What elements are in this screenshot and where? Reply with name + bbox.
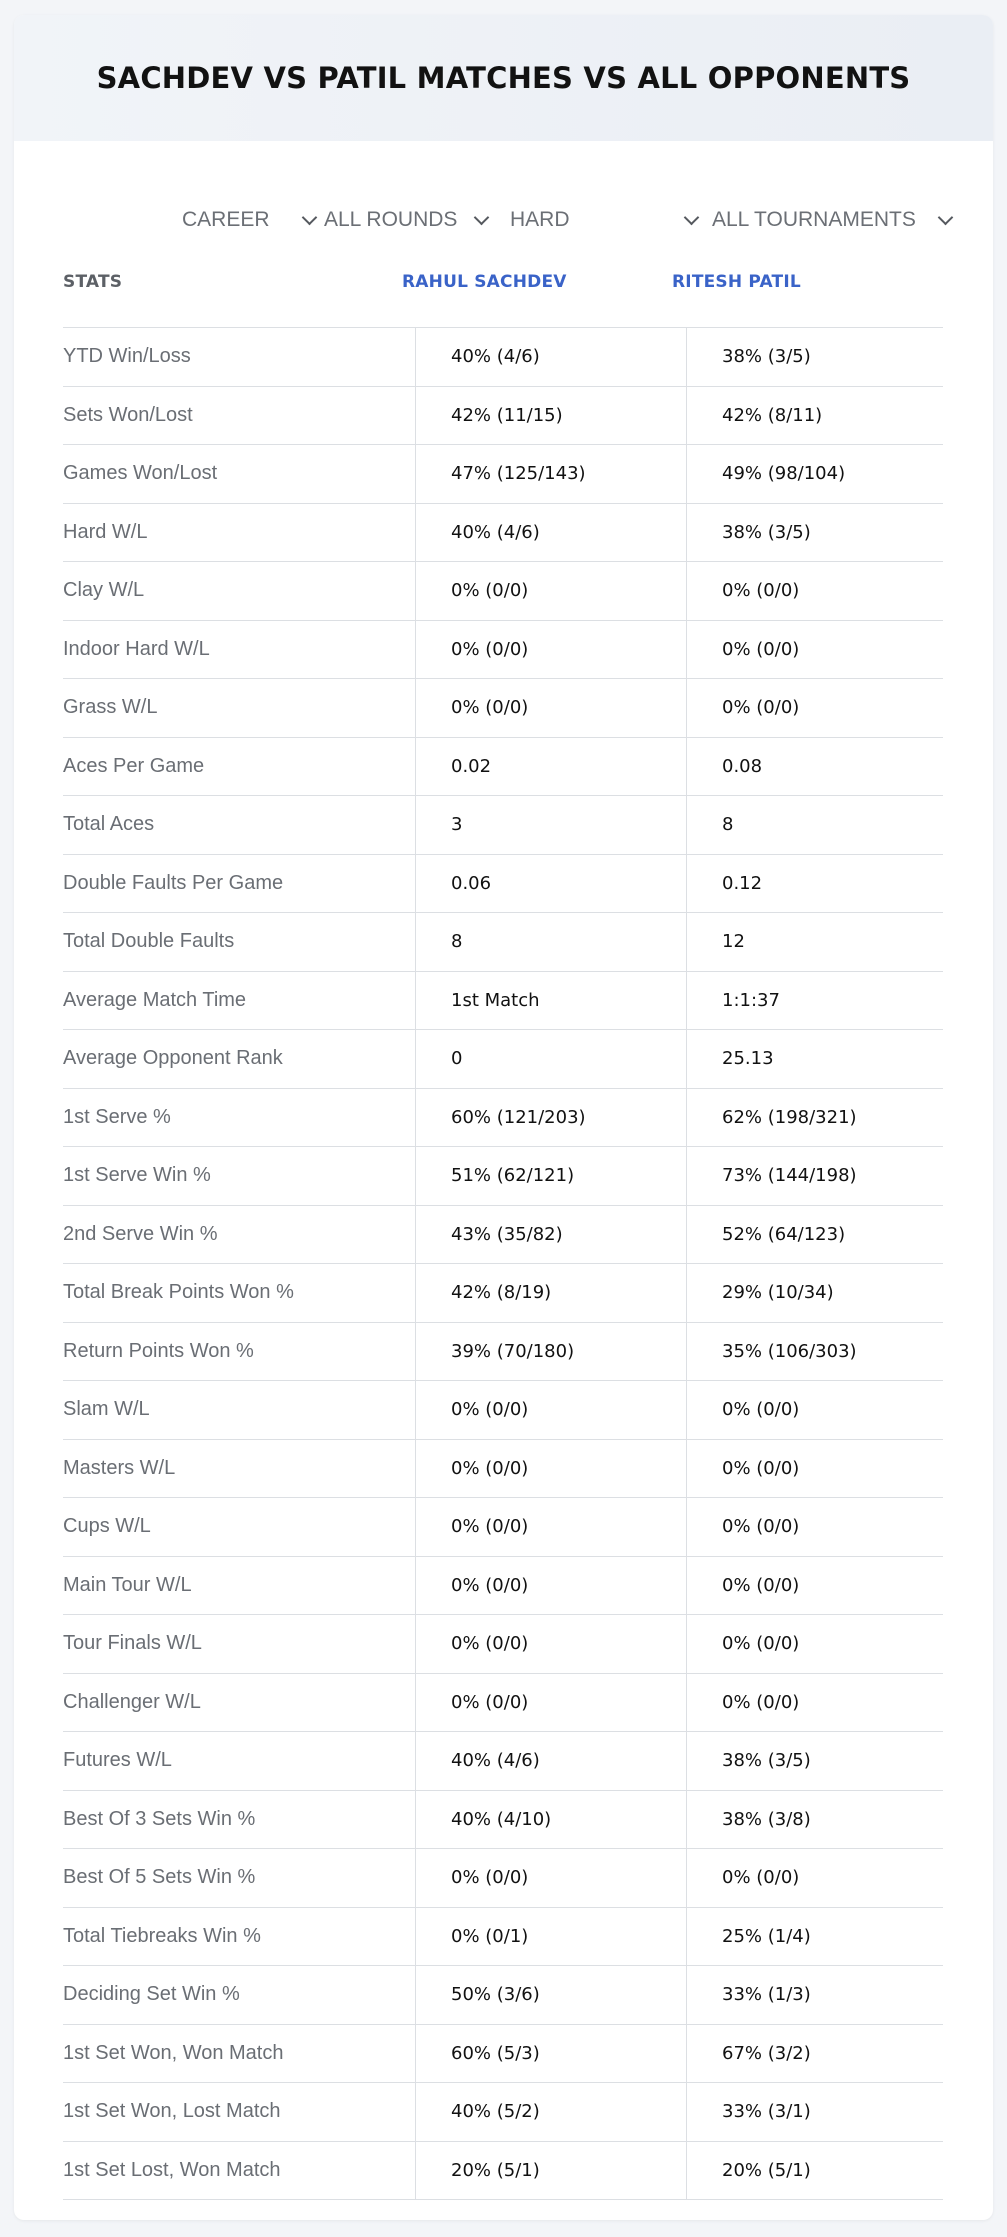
stat-label: Total Aces bbox=[63, 813, 155, 836]
table-row bbox=[63, 1264, 943, 1323]
table-row bbox=[63, 328, 943, 387]
player2-stat-value: 0% (0/0) bbox=[722, 1399, 800, 1421]
player2-stat-value: 25.13 bbox=[722, 1048, 774, 1070]
stat-label: Masters W/L bbox=[63, 1456, 176, 1479]
table-row bbox=[63, 1791, 943, 1850]
player1-stat-value: 50% (3/6) bbox=[451, 1984, 540, 2006]
chevron-down-icon bbox=[302, 210, 318, 226]
player2-stat-value: 0% (0/0) bbox=[722, 1633, 800, 1655]
period-filter-value: CAREER bbox=[182, 208, 270, 231]
player2-stat-value: 0% (0/0) bbox=[722, 1457, 800, 1479]
column-divider bbox=[415, 327, 416, 2199]
table-row bbox=[63, 913, 943, 972]
player1-stat-value: 60% (121/203) bbox=[451, 1106, 586, 1128]
player2-stat-value: 42% (8/11) bbox=[722, 404, 823, 426]
player1-stat-value: 0% (0/0) bbox=[451, 1457, 529, 1479]
player1-stat-value: 0% (0/0) bbox=[451, 638, 529, 660]
table-row bbox=[63, 1147, 943, 1206]
tournament-filter-value: ALL TOURNAMENTS bbox=[712, 208, 916, 231]
player2-stat-value: 0.08 bbox=[722, 755, 763, 777]
player2-stat-value: 33% (1/3) bbox=[722, 1984, 811, 2006]
filter-bar bbox=[14, 190, 993, 250]
stat-label: 1st Set Won, Won Match bbox=[63, 2041, 284, 2064]
stat-label: Sets Won/Lost bbox=[63, 403, 193, 426]
table-row bbox=[63, 2025, 943, 2084]
player2-stat-value: 52% (64/123) bbox=[722, 1223, 846, 1245]
stat-label: Return Points Won % bbox=[63, 1339, 254, 1362]
player1-stat-value: 0% (0/0) bbox=[451, 1691, 529, 1713]
player2-stat-value: 20% (5/1) bbox=[722, 2159, 811, 2181]
round-filter[interactable] bbox=[324, 190, 457, 250]
table-row bbox=[63, 1440, 943, 1499]
stat-label: 2nd Serve Win % bbox=[63, 1222, 218, 1245]
player1-stat-value: 0% (0/0) bbox=[451, 580, 529, 602]
player1-stat-value: 40% (4/10) bbox=[451, 1808, 552, 1830]
stat-label: Challenger W/L bbox=[63, 1690, 201, 1713]
period-filter[interactable] bbox=[182, 190, 270, 250]
table-row bbox=[63, 1674, 943, 1733]
stat-label: Deciding Set Win % bbox=[63, 1983, 240, 2006]
player1-stat-value: 20% (5/1) bbox=[451, 2159, 540, 2181]
stat-label: Average Match Time bbox=[63, 988, 247, 1011]
table-row bbox=[63, 1849, 943, 1908]
player2-stat-value: 1:1:37 bbox=[722, 989, 780, 1011]
chevron-down-icon bbox=[938, 210, 954, 226]
table-row bbox=[63, 1615, 943, 1674]
stat-label: Tour Finals W/L bbox=[63, 1632, 202, 1655]
card-header bbox=[14, 15, 993, 141]
stat-label: Futures W/L bbox=[63, 1749, 172, 1772]
table-row bbox=[63, 1908, 943, 1967]
stat-label: Games Won/Lost bbox=[63, 462, 218, 485]
table-row bbox=[63, 1323, 943, 1382]
stat-label: Cups W/L bbox=[63, 1515, 151, 1538]
chevron-down-icon bbox=[474, 210, 490, 226]
player2-stat-value: 0% (0/0) bbox=[722, 638, 800, 660]
stat-label: Indoor Hard W/L bbox=[63, 637, 210, 660]
player2-stat-value: 0% (0/0) bbox=[722, 1516, 800, 1538]
player1-stat-value: 3 bbox=[451, 814, 463, 836]
stat-label: Double Faults Per Game bbox=[63, 871, 284, 894]
stat-label: Average Opponent Rank bbox=[63, 1047, 283, 1070]
player1-stat-value: 0.02 bbox=[451, 755, 492, 777]
column-divider bbox=[686, 327, 687, 2199]
table-row bbox=[63, 1089, 943, 1148]
player1-stat-value: 8 bbox=[451, 931, 463, 953]
player2-stat-value: 0% (0/0) bbox=[722, 1574, 800, 1596]
player1-stat-value: 40% (4/6) bbox=[451, 521, 540, 543]
table-header bbox=[63, 250, 943, 328]
player2-stat-value: 29% (10/34) bbox=[722, 1282, 834, 1304]
player1-stat-value: 43% (35/82) bbox=[451, 1223, 563, 1245]
stat-label: Main Tour W/L bbox=[63, 1573, 192, 1596]
player1-stat-value: 0% (0/0) bbox=[451, 1633, 529, 1655]
table-row bbox=[63, 621, 943, 680]
table-row bbox=[63, 796, 943, 855]
player2-stat-value: 73% (144/198) bbox=[722, 1165, 857, 1187]
player1-stat-value: 0.06 bbox=[451, 872, 492, 894]
chevron-down-icon bbox=[684, 210, 700, 226]
player2-stat-value: 0.12 bbox=[722, 872, 763, 894]
player2-stat-value: 35% (106/303) bbox=[722, 1340, 857, 1362]
stat-label: Slam W/L bbox=[63, 1398, 150, 1421]
stat-label: Hard W/L bbox=[63, 520, 148, 543]
table-row bbox=[63, 2083, 943, 2142]
stat-label: Total Break Points Won % bbox=[63, 1281, 294, 1304]
stat-label: Total Tiebreaks Win % bbox=[63, 1924, 261, 1947]
table-row bbox=[63, 1381, 943, 1440]
player1-stat-value: 60% (5/3) bbox=[451, 2042, 540, 2064]
player2-link[interactable]: RITESH PATIL bbox=[672, 272, 801, 292]
player1-stat-value: 42% (11/15) bbox=[451, 404, 563, 426]
player2-stat-value: 38% (3/5) bbox=[722, 346, 811, 368]
stat-label: 1st Serve Win % bbox=[63, 1164, 211, 1187]
surface-filter-value: HARD bbox=[510, 208, 570, 231]
stat-label: Clay W/L bbox=[63, 579, 145, 602]
player2-stat-value: 67% (3/2) bbox=[722, 2042, 811, 2064]
player1-stat-value: 42% (8/19) bbox=[451, 1282, 552, 1304]
player2-stat-value: 62% (198/321) bbox=[722, 1106, 857, 1128]
table-row bbox=[63, 445, 943, 504]
table-row bbox=[63, 387, 943, 446]
stats-column-header: STATS bbox=[63, 272, 123, 292]
player1-stat-value: 40% (4/6) bbox=[451, 1750, 540, 1772]
player2-stat-value: 25% (1/4) bbox=[722, 1925, 811, 1947]
surface-filter[interactable] bbox=[510, 190, 570, 250]
table-row bbox=[63, 504, 943, 563]
table-row bbox=[63, 1030, 943, 1089]
player1-link[interactable]: RAHUL SACHDEV bbox=[402, 272, 567, 292]
table-row bbox=[63, 2142, 943, 2201]
table-row bbox=[63, 738, 943, 797]
player1-stat-value: 40% (5/2) bbox=[451, 2101, 540, 2123]
player1-stat-value: 0% (0/0) bbox=[451, 697, 529, 719]
table-row bbox=[63, 1206, 943, 1265]
player2-stat-value: 12 bbox=[722, 931, 745, 953]
stat-label: Best Of 5 Sets Win % bbox=[63, 1866, 256, 1889]
stats-table bbox=[63, 250, 943, 2200]
stat-label: YTD Win/Loss bbox=[63, 345, 191, 368]
player1-stat-value: 40% (4/6) bbox=[451, 346, 540, 368]
player1-stat-value: 47% (125/143) bbox=[451, 463, 586, 485]
player2-stat-value: 0% (0/0) bbox=[722, 580, 800, 602]
player1-stat-value: 0% (0/0) bbox=[451, 1399, 529, 1421]
stat-label: 1st Serve % bbox=[63, 1105, 171, 1128]
player2-stat-value: 0% (0/0) bbox=[722, 1691, 800, 1713]
stat-label: Best Of 3 Sets Win % bbox=[63, 1807, 256, 1830]
player1-stat-value: 39% (70/180) bbox=[451, 1340, 575, 1362]
stat-label: 1st Set Won, Lost Match bbox=[63, 2100, 281, 2123]
player1-stat-value: 1st Match bbox=[451, 989, 540, 1011]
player2-stat-value: 33% (3/1) bbox=[722, 2101, 811, 2123]
table-body bbox=[63, 328, 943, 2200]
player2-stat-value: 0% (0/0) bbox=[722, 1867, 800, 1889]
table-row bbox=[63, 972, 943, 1031]
player2-stat-value: 38% (3/8) bbox=[722, 1808, 811, 1830]
table-row bbox=[63, 1966, 943, 2025]
table-row bbox=[63, 562, 943, 621]
stats-card bbox=[14, 15, 993, 2220]
table-row bbox=[63, 679, 943, 738]
player1-stat-value: 51% (62/121) bbox=[451, 1165, 575, 1187]
stat-label: 1st Set Lost, Won Match bbox=[63, 2158, 281, 2181]
player2-stat-value: 0% (0/0) bbox=[722, 697, 800, 719]
stat-label: Aces Per Game bbox=[63, 754, 205, 777]
player2-stat-value: 8 bbox=[722, 814, 734, 836]
round-filter-value: ALL ROUNDS bbox=[324, 208, 458, 231]
stat-label: Total Double Faults bbox=[63, 930, 235, 953]
player2-stat-value: 38% (3/5) bbox=[722, 1750, 811, 1772]
stat-label: Grass W/L bbox=[63, 696, 158, 719]
player2-stat-value: 38% (3/5) bbox=[722, 521, 811, 543]
player1-stat-value: 0% (0/0) bbox=[451, 1574, 529, 1596]
table-row bbox=[63, 1557, 943, 1616]
table-row bbox=[63, 1732, 943, 1791]
page-title: SACHDEV VS PATIL MATCHES VS ALL OPPONENTS bbox=[96, 61, 911, 95]
table-row bbox=[63, 1498, 943, 1557]
table-row bbox=[63, 855, 943, 914]
tournament-filter[interactable] bbox=[712, 190, 916, 250]
player1-stat-value: 0 bbox=[451, 1048, 463, 1070]
player1-stat-value: 0% (0/0) bbox=[451, 1867, 529, 1889]
player1-stat-value: 0% (0/1) bbox=[451, 1925, 529, 1947]
player1-stat-value: 0% (0/0) bbox=[451, 1516, 529, 1538]
player2-stat-value: 49% (98/104) bbox=[722, 463, 846, 485]
